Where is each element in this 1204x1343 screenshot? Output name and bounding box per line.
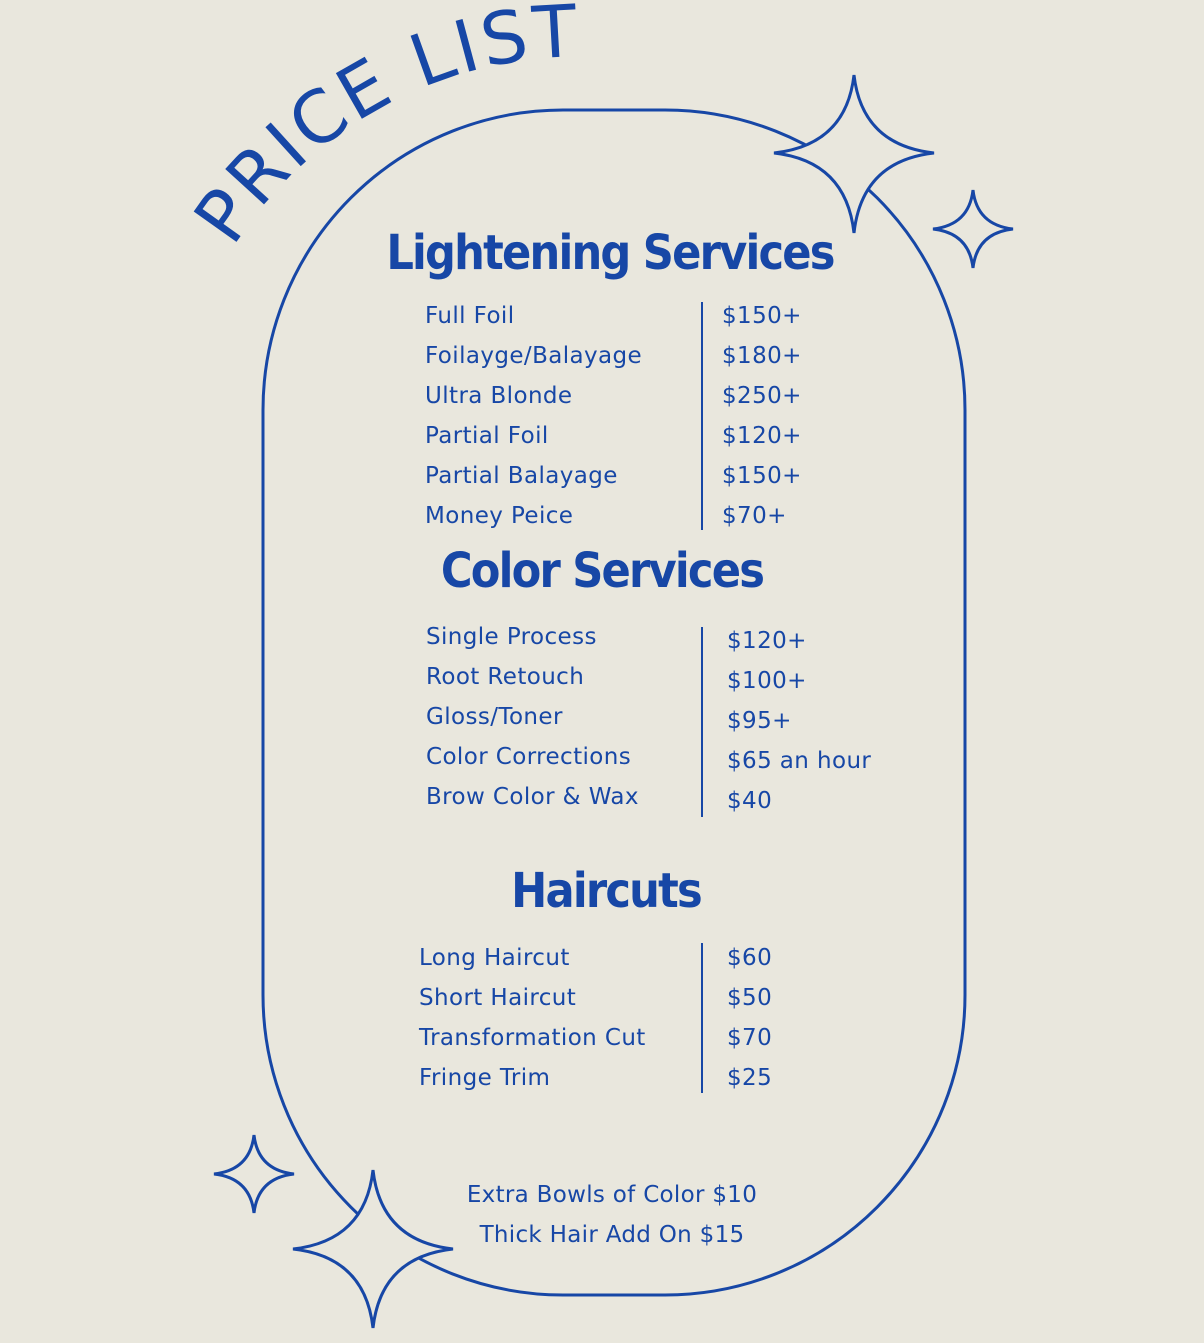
service-price: $250+ <box>722 383 802 409</box>
service-price: $50 <box>727 985 773 1011</box>
service-price: $65 an hour <box>727 748 872 774</box>
service-price: $70 <box>727 1025 773 1051</box>
price-row <box>0 458 1204 494</box>
price-row <box>0 298 1204 334</box>
price-row <box>0 940 1204 976</box>
service-name: Long Haircut <box>419 945 570 971</box>
section-title-lightening: Lightening Services <box>386 225 834 281</box>
service-price: $150+ <box>722 303 802 329</box>
service-price: $70+ <box>722 503 787 529</box>
service-name: Transformation Cut <box>419 1025 646 1051</box>
page-title: PRICE LIST <box>177 0 582 258</box>
price-row <box>0 418 1204 454</box>
price-row <box>0 1060 1204 1096</box>
sparkle-icon <box>774 75 934 233</box>
price-row <box>0 619 1204 655</box>
price-row <box>0 1020 1204 1056</box>
service-name: Money Peice <box>425 503 574 529</box>
footer-note-thick-hair: Thick Hair Add On $15 <box>479 1222 745 1248</box>
price-row <box>0 338 1204 374</box>
price-row <box>0 659 1204 695</box>
service-price: $95+ <box>727 708 792 734</box>
service-price: $120+ <box>722 423 802 449</box>
price-divider <box>701 302 703 530</box>
service-name: Color Corrections <box>426 744 632 770</box>
service-price: $150+ <box>722 463 802 489</box>
service-name: Root Retouch <box>426 664 585 690</box>
service-name: Brow Color & Wax <box>426 784 639 810</box>
service-name: Ultra Blonde <box>425 383 573 409</box>
price-row <box>0 980 1204 1016</box>
service-name: Short Haircut <box>419 985 577 1011</box>
service-name: Gloss/Toner <box>426 704 563 730</box>
service-name: Full Foil <box>425 303 515 329</box>
price-row <box>0 779 1204 815</box>
service-price: $60 <box>727 945 773 971</box>
service-price: $100+ <box>727 668 807 694</box>
service-name: Fringe Trim <box>419 1065 551 1091</box>
section-title-haircuts: Haircuts <box>511 863 701 919</box>
service-name: Partial Foil <box>425 423 549 449</box>
service-price: $25 <box>727 1065 773 1091</box>
price-row <box>0 739 1204 775</box>
price-row <box>0 498 1204 534</box>
service-price: $40 <box>727 788 773 814</box>
price-row <box>0 699 1204 735</box>
service-name: Foilayge/Balayage <box>425 343 643 369</box>
section-title-color: Color Services <box>440 543 764 599</box>
price-row <box>0 378 1204 414</box>
service-price: $180+ <box>722 343 802 369</box>
service-name: Partial Balayage <box>425 463 618 489</box>
footer-note-extra-bowls: Extra Bowls of Color $10 <box>466 1182 758 1208</box>
service-name: Single Process <box>426 624 597 650</box>
service-price: $120+ <box>727 628 807 654</box>
